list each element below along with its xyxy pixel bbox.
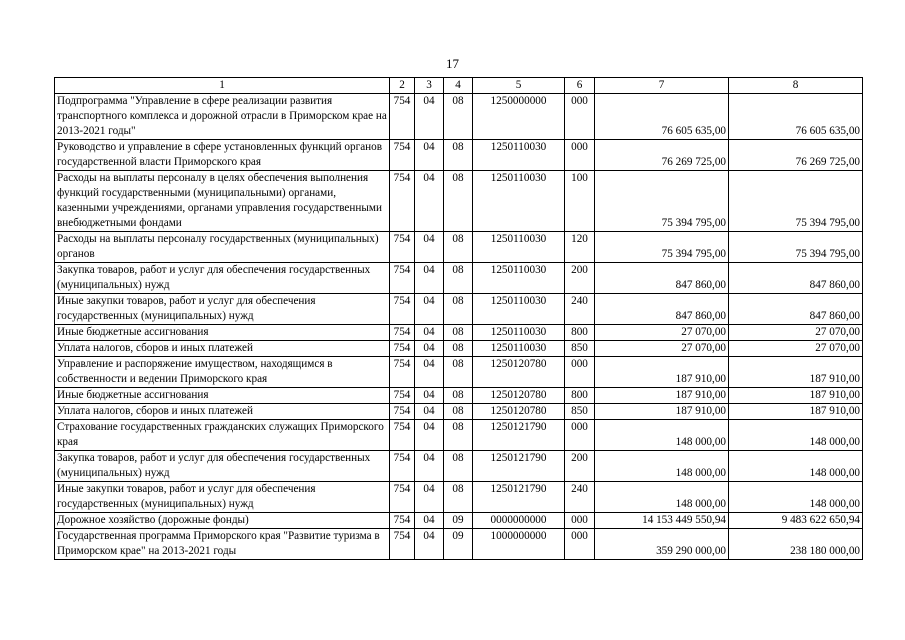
row-code-admin: 754 xyxy=(390,482,415,513)
page-number: 17 xyxy=(446,56,459,71)
row-code-target: 1250120780 xyxy=(473,357,565,388)
row-amount-1: 148 000,00 xyxy=(595,451,729,482)
row-code-target: 1250121790 xyxy=(473,420,565,451)
row-code-section: 04 xyxy=(415,404,444,420)
row-code-admin: 754 xyxy=(390,325,415,341)
table-row xyxy=(55,529,863,560)
table-row xyxy=(55,482,863,513)
row-code-subsection: 08 xyxy=(444,263,473,294)
row-code-section: 04 xyxy=(415,232,444,263)
row-code-target: 1250121790 xyxy=(473,451,565,482)
row-code-expense-type: 200 xyxy=(565,451,595,482)
row-code-section: 04 xyxy=(415,529,444,560)
row-amount-1: 359 290 000,00 xyxy=(595,529,729,560)
row-name: Управление и распоряжение имуществом, находящимся в собственности и ведении Приморского края xyxy=(55,357,390,388)
col-header: 8 xyxy=(729,78,863,94)
row-code-section: 04 xyxy=(415,94,444,140)
row-amount-1: 75 394 795,00 xyxy=(595,232,729,263)
row-amount-2: 148 000,00 xyxy=(729,451,863,482)
row-code-subsection: 08 xyxy=(444,388,473,404)
row-code-section: 04 xyxy=(415,140,444,171)
row-code-expense-type: 000 xyxy=(565,420,595,451)
row-code-expense-type: 240 xyxy=(565,482,595,513)
row-amount-2: 76 269 725,00 xyxy=(729,140,863,171)
row-amount-1: 847 860,00 xyxy=(595,294,729,325)
row-code-subsection: 08 xyxy=(444,451,473,482)
row-amount-1: 27 070,00 xyxy=(595,325,729,341)
row-code-target: 1250000000 xyxy=(473,94,565,140)
table-row xyxy=(55,140,863,171)
row-amount-2: 847 860,00 xyxy=(729,263,863,294)
row-amount-2: 27 070,00 xyxy=(729,325,863,341)
row-code-subsection: 08 xyxy=(444,325,473,341)
table-row xyxy=(55,451,863,482)
row-name: Иные бюджетные ассигнования xyxy=(55,325,390,341)
col-header: 1 xyxy=(55,78,390,94)
budget-table xyxy=(54,77,863,560)
row-code-expense-type: 000 xyxy=(565,529,595,560)
row-code-admin: 754 xyxy=(390,171,415,232)
row-name: Закупка товаров, работ и услуг для обеспечения государственных (муниципальных) нужд xyxy=(55,451,390,482)
row-code-section: 04 xyxy=(415,482,444,513)
header-row xyxy=(55,78,863,94)
row-name: Закупка товаров, работ и услуг для обеспечения государственных (муниципальных) нужд xyxy=(55,263,390,294)
row-code-admin: 754 xyxy=(390,420,415,451)
row-code-section: 04 xyxy=(415,341,444,357)
row-code-subsection: 08 xyxy=(444,420,473,451)
table-row xyxy=(55,294,863,325)
table-row xyxy=(55,420,863,451)
row-code-section: 04 xyxy=(415,451,444,482)
row-name: Уплата налогов, сборов и иных платежей xyxy=(55,341,390,357)
row-code-section: 04 xyxy=(415,263,444,294)
row-code-expense-type: 850 xyxy=(565,341,595,357)
row-amount-1: 187 910,00 xyxy=(595,404,729,420)
table-row xyxy=(55,94,863,140)
row-code-section: 04 xyxy=(415,325,444,341)
row-code-admin: 754 xyxy=(390,263,415,294)
table-row xyxy=(55,263,863,294)
row-code-admin: 754 xyxy=(390,294,415,325)
row-amount-1: 148 000,00 xyxy=(595,420,729,451)
row-amount-1: 847 860,00 xyxy=(595,263,729,294)
row-amount-2: 187 910,00 xyxy=(729,357,863,388)
row-amount-2: 238 180 000,00 xyxy=(729,529,863,560)
row-code-subsection: 09 xyxy=(444,529,473,560)
col-header: 3 xyxy=(415,78,444,94)
row-code-target: 1250110030 xyxy=(473,171,565,232)
table-row xyxy=(55,357,863,388)
row-code-section: 04 xyxy=(415,171,444,232)
row-amount-1: 27 070,00 xyxy=(595,341,729,357)
row-code-admin: 754 xyxy=(390,529,415,560)
row-code-section: 04 xyxy=(415,294,444,325)
row-code-admin: 754 xyxy=(390,94,415,140)
row-code-expense-type: 850 xyxy=(565,404,595,420)
row-code-target: 1250110030 xyxy=(473,263,565,294)
row-code-admin: 754 xyxy=(390,357,415,388)
table-row xyxy=(55,232,863,263)
row-code-subsection: 08 xyxy=(444,341,473,357)
row-code-target: 1250110030 xyxy=(473,232,565,263)
row-code-expense-type: 200 xyxy=(565,263,595,294)
row-amount-1: 187 910,00 xyxy=(595,388,729,404)
row-amount-1: 76 605 635,00 xyxy=(595,94,729,140)
row-amount-1: 75 394 795,00 xyxy=(595,171,729,232)
row-name: Уплата налогов, сборов и иных платежей xyxy=(55,404,390,420)
row-amount-2: 847 860,00 xyxy=(729,294,863,325)
row-amount-2: 75 394 795,00 xyxy=(729,232,863,263)
row-name: Иные закупки товаров, работ и услуг для обеспечения государственных (муниципальных) нужд xyxy=(55,482,390,513)
row-code-expense-type: 100 xyxy=(565,171,595,232)
row-amount-2: 27 070,00 xyxy=(729,341,863,357)
row-code-admin: 754 xyxy=(390,404,415,420)
row-code-target: 1250120780 xyxy=(473,404,565,420)
row-code-target: 1250110030 xyxy=(473,140,565,171)
row-code-expense-type: 240 xyxy=(565,294,595,325)
row-amount-2: 76 605 635,00 xyxy=(729,94,863,140)
row-amount-2: 148 000,00 xyxy=(729,482,863,513)
row-code-section: 04 xyxy=(415,388,444,404)
row-amount-2: 9 483 622 650,94 xyxy=(729,513,863,529)
row-code-subsection: 09 xyxy=(444,513,473,529)
row-code-expense-type: 000 xyxy=(565,140,595,171)
row-name: Иные закупки товаров, работ и услуг для обеспечения государственных (муниципальных) нужд xyxy=(55,294,390,325)
row-code-expense-type: 800 xyxy=(565,388,595,404)
row-code-admin: 754 xyxy=(390,451,415,482)
row-code-expense-type: 000 xyxy=(565,513,595,529)
row-amount-1: 14 153 449 550,94 xyxy=(595,513,729,529)
table-row xyxy=(55,513,863,529)
row-name: Государственная программа Приморского края "Развитие туризма в Приморском крае" на 2013-2021 годы xyxy=(55,529,390,560)
row-name: Страхование государственных гражданских служащих Приморского края xyxy=(55,420,390,451)
row-code-target: 1000000000 xyxy=(473,529,565,560)
row-code-section: 04 xyxy=(415,513,444,529)
row-code-admin: 754 xyxy=(390,232,415,263)
row-code-target: 1250110030 xyxy=(473,341,565,357)
row-amount-2: 148 000,00 xyxy=(729,420,863,451)
row-code-expense-type: 800 xyxy=(565,325,595,341)
table-row xyxy=(55,341,863,357)
row-code-target: 1250110030 xyxy=(473,325,565,341)
row-code-subsection: 08 xyxy=(444,482,473,513)
row-name: Дорожное хозяйство (дорожные фонды) xyxy=(55,513,390,529)
row-amount-2: 187 910,00 xyxy=(729,404,863,420)
row-name: Руководство и управление в сфере установленных функций органов государственной власти Приморского края xyxy=(55,140,390,171)
row-code-subsection: 08 xyxy=(444,140,473,171)
col-header: 5 xyxy=(473,78,565,94)
row-code-subsection: 08 xyxy=(444,94,473,140)
row-name: Иные бюджетные ассигнования xyxy=(55,388,390,404)
row-code-target: 1250120780 xyxy=(473,388,565,404)
col-header: 6 xyxy=(565,78,595,94)
row-code-expense-type: 120 xyxy=(565,232,595,263)
row-code-admin: 754 xyxy=(390,341,415,357)
row-amount-1: 148 000,00 xyxy=(595,482,729,513)
row-code-subsection: 08 xyxy=(444,171,473,232)
row-code-subsection: 08 xyxy=(444,232,473,263)
row-code-section: 04 xyxy=(415,420,444,451)
row-code-subsection: 08 xyxy=(444,357,473,388)
row-code-admin: 754 xyxy=(390,388,415,404)
row-code-subsection: 08 xyxy=(444,294,473,325)
row-name: Расходы на выплаты персоналу государственных (муниципальных) органов xyxy=(55,232,390,263)
row-code-subsection: 08 xyxy=(444,404,473,420)
row-code-target: 0000000000 xyxy=(473,513,565,529)
table-row xyxy=(55,404,863,420)
row-code-admin: 754 xyxy=(390,513,415,529)
col-header: 4 xyxy=(444,78,473,94)
table-row xyxy=(55,388,863,404)
row-code-section: 04 xyxy=(415,357,444,388)
row-amount-2: 75 394 795,00 xyxy=(729,171,863,232)
row-name: Подпрограмма "Управление в сфере реализации развития транспортного комплекса и дорожной отрасли в Приморском крае на 2013-2021 годы" xyxy=(55,94,390,140)
row-code-admin: 754 xyxy=(390,140,415,171)
row-code-expense-type: 000 xyxy=(565,94,595,140)
row-amount-2: 187 910,00 xyxy=(729,388,863,404)
row-code-target: 1250110030 xyxy=(473,294,565,325)
table-row xyxy=(55,171,863,232)
col-header: 2 xyxy=(390,78,415,94)
row-code-expense-type: 000 xyxy=(565,357,595,388)
row-code-target: 1250121790 xyxy=(473,482,565,513)
col-header: 7 xyxy=(595,78,729,94)
row-amount-1: 187 910,00 xyxy=(595,357,729,388)
row-name: Расходы на выплаты персоналу в целях обеспечения выполнения функций государственными (муниципальными) органами, казенными учреждениями, органами управления государственными внебюджетными фондами xyxy=(55,171,390,232)
row-amount-1: 76 269 725,00 xyxy=(595,140,729,171)
table-row xyxy=(55,325,863,341)
